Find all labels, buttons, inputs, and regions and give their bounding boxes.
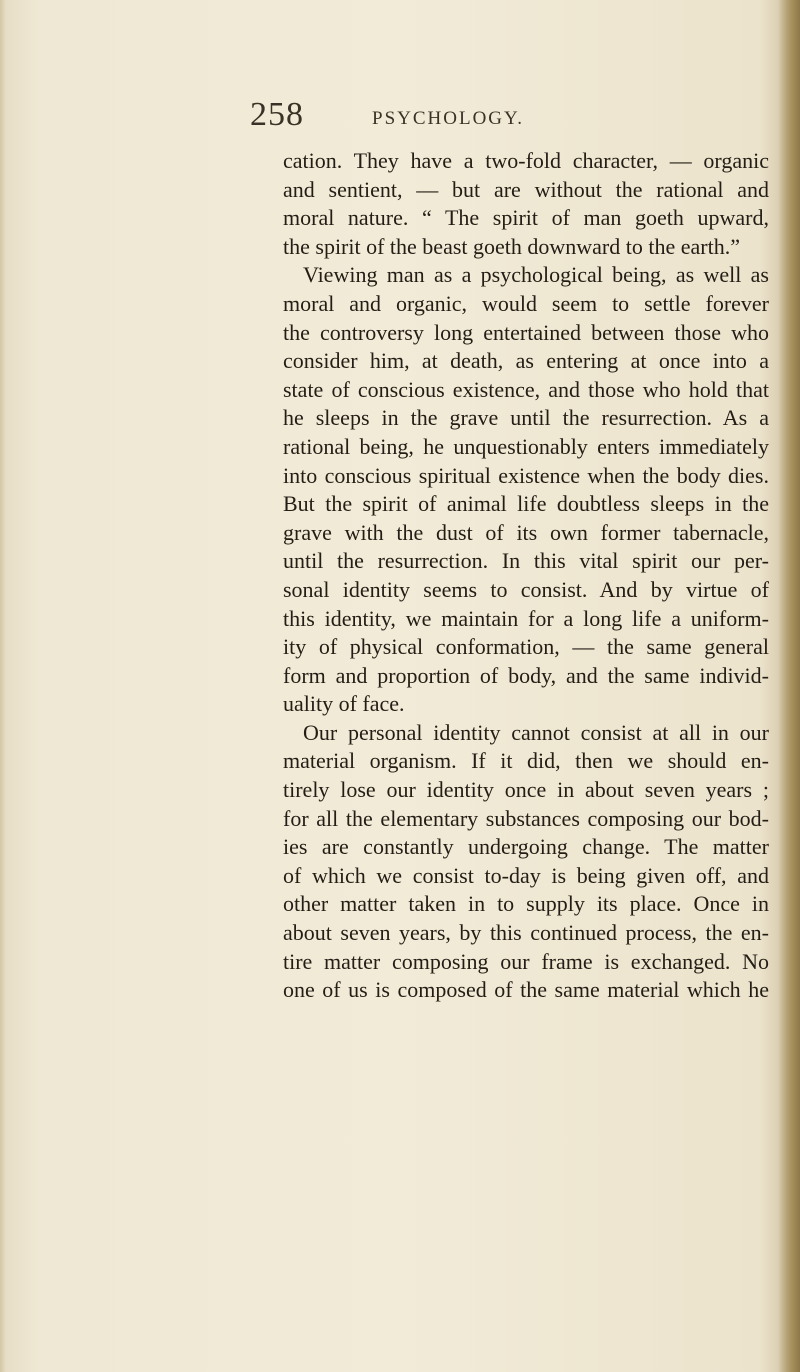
text-line: moral and organic, would seem to settle forever <box>283 290 769 316</box>
text-line: he sleeps in the grave until the resurrection. As a <box>283 405 769 431</box>
text-line: this identity, we maintain for a long life a uniform- <box>283 605 769 631</box>
text-line: sonal identity seems to consist. And by virtue of <box>283 576 769 602</box>
text-line: into conscious spiritual existence when the body dies. <box>283 462 769 488</box>
text-line: cation. They have a two-fold character, — organic <box>283 148 769 173</box>
page-binding-shadow <box>778 0 800 1372</box>
text-line: uality of face. <box>283 691 405 717</box>
text-line: of which we consist to-day is being given off, and <box>283 862 769 888</box>
text-line: about seven years, by this continued process, the en- <box>283 920 769 946</box>
text-line: other matter taken in to supply its place. Once in <box>283 891 769 917</box>
text-line: moral nature. “ The spirit of man goeth upward, <box>283 205 769 231</box>
text-line: rational being, he unquestionably enters immediately <box>283 433 769 459</box>
body-text <box>283 147 769 1005</box>
text-line: ies are constantly undergoing change. The matter <box>283 834 769 860</box>
running-head: PSYCHOLOGY. <box>372 108 525 129</box>
text-line: for all the elementary substances composing our bod- <box>283 805 769 831</box>
text-line: Viewing man as a psychological being, as well as <box>303 262 769 288</box>
page-number: 258 <box>250 96 304 133</box>
text-line: grave with the dust of its own former tabernacle, <box>283 519 769 545</box>
text-line: consider him, at death, as entering at once into a <box>283 348 769 374</box>
text-line: form and proportion of body, and the same individ- <box>283 662 769 688</box>
text-line: the controversy long entertained between those who <box>283 319 769 345</box>
text-line: the spirit of the beast goeth downward to the earth.” <box>283 233 740 259</box>
text-line: tirely lose our identity once in about seven years ; <box>283 777 769 803</box>
page-header <box>250 96 650 146</box>
text-line: and sentient, — but are without the rational and <box>283 176 769 202</box>
text-line: until the resurrection. In this vital spirit our per- <box>283 548 769 574</box>
page-left-edge <box>0 0 6 1372</box>
text-line: material organism. If it did, then we should en- <box>283 748 769 774</box>
text-line: ity of physical conformation, — the same general <box>283 634 769 660</box>
text-line: Our personal identity cannot consist at all in our <box>303 719 769 745</box>
text-line: tire matter composing our frame is exchanged. No <box>283 948 769 974</box>
text-line: state of conscious existence, and those who hold that <box>283 376 769 402</box>
text-line: one of us is composed of the same material which he <box>283 977 769 1003</box>
text-line: But the spirit of animal life doubtless sleeps in the <box>283 491 769 517</box>
